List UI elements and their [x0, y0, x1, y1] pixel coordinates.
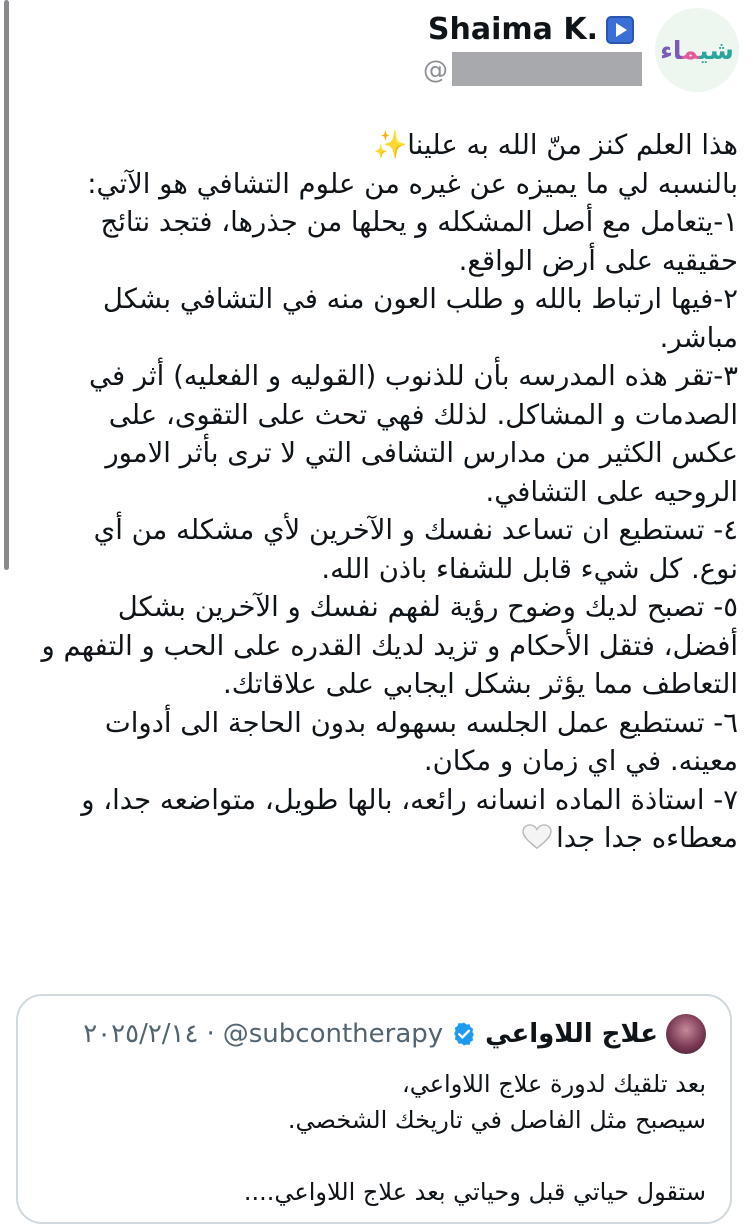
- author-handle[interactable]: [423, 52, 642, 86]
- tweet-line: ٥- تصبح لديك وضوح رؤية لفهم نفسك و الآخرين بشكل: [117, 591, 738, 623]
- tweet-line: مباشر.: [659, 321, 738, 354]
- handle-redaction: [452, 52, 642, 86]
- tweet-line: ٢-فيها ارتباط بالله و طلب العون منه في التشافي بشكل: [102, 283, 738, 315]
- quoted-tweet[interactable]: [16, 994, 732, 1224]
- handle-at-sign: @: [423, 54, 448, 84]
- author-name-text: Shaima K.: [427, 12, 598, 47]
- verified-badge-icon: [451, 1021, 477, 1047]
- tweet-line: ٧- استاذة الماده انسانه رائعه، بالها طويل، متواضعه جدا، و: [81, 783, 738, 816]
- tweet-line: ٤- تستطيع ان تساعد نفسك و الآخرين لأي مشكله من أي: [93, 514, 738, 546]
- tweet-line: بالنسبه لي ما يميزه عن غيره من علوم التشافي هو الآتي:: [87, 167, 738, 200]
- tweet-line: ٦- تستطيع عمل الجلسه بسهوله بدون الحاجة الى أدوات: [104, 706, 738, 739]
- quoted-tweet-header: [83, 1014, 706, 1054]
- tweet-line: معينه. في اي زمان و مكان.: [423, 745, 738, 777]
- quoted-separator: ·: [206, 1019, 215, 1049]
- play-button-icon: [606, 16, 634, 44]
- quoted-author-avatar[interactable]: [666, 1014, 706, 1054]
- quoted-author-name[interactable]: علاج اللاواعي: [485, 1019, 658, 1049]
- tweet-line: ٣-تقر هذه المدرسه بأن للذنوب (القوليه و الفعليه) أثر في: [89, 360, 738, 392]
- sparkles-icon: ✨: [373, 129, 408, 161]
- avatar-logo: شيماء: [660, 35, 734, 65]
- quoted-tweet-text: [46, 1066, 706, 1210]
- tweet-line: نوع. كل شيء قابل للشفاء باذن الله.: [321, 552, 738, 585]
- tweet-line: التعاطف مما يؤثر بشكل ايجابي على علاقاتك.: [222, 668, 738, 700]
- white-heart-icon: [522, 824, 552, 850]
- author-avatar[interactable]: [655, 8, 739, 92]
- tweet-line: هذا العلم كنز منّ الله به علينا✨: [373, 129, 738, 161]
- quoted-author-handle[interactable]: @subcontherapy: [222, 1019, 444, 1049]
- quoted-line: ستقول حياتي قبل وحياتي بعد علاج اللاواعي....: [243, 1178, 706, 1206]
- quoted-date[interactable]: ٢٠٢٥/٢/١٤: [83, 1019, 199, 1049]
- tweet-line: ١-يتعامل مع أصل المشكله و يحلها من جذرها، فتجد نتائج: [100, 206, 738, 238]
- tweet-line: معطاءه جدا جدا: [14, 819, 738, 858]
- tweet-line: الروحيه على التشافي.: [485, 475, 738, 508]
- tweet-line: الصدمات و المشاكل. لذلك فهي تحث على التقوى، على: [108, 398, 738, 431]
- quoted-line: بعد تلقيك لدورة علاج اللاواعي،: [401, 1070, 706, 1098]
- tweet-line: أفضل، فتقل الأحكام و تزيد لديك القدره على الحب و التفهم و: [41, 629, 738, 662]
- author-display-name[interactable]: [428, 12, 634, 47]
- tweet-line: عكس الكثير من مدارس التشافى التي لا ترى بأثر الامور: [105, 437, 738, 469]
- tweet-header: [0, 0, 754, 110]
- quoted-line: سيصبح مثل الفاصل في تاريخك الشخصي.: [287, 1106, 706, 1134]
- tweet-line: حقيقيه على أرض الواقع.: [458, 244, 738, 277]
- tweet-text: [14, 126, 738, 858]
- quoted-line: [46, 1138, 706, 1174]
